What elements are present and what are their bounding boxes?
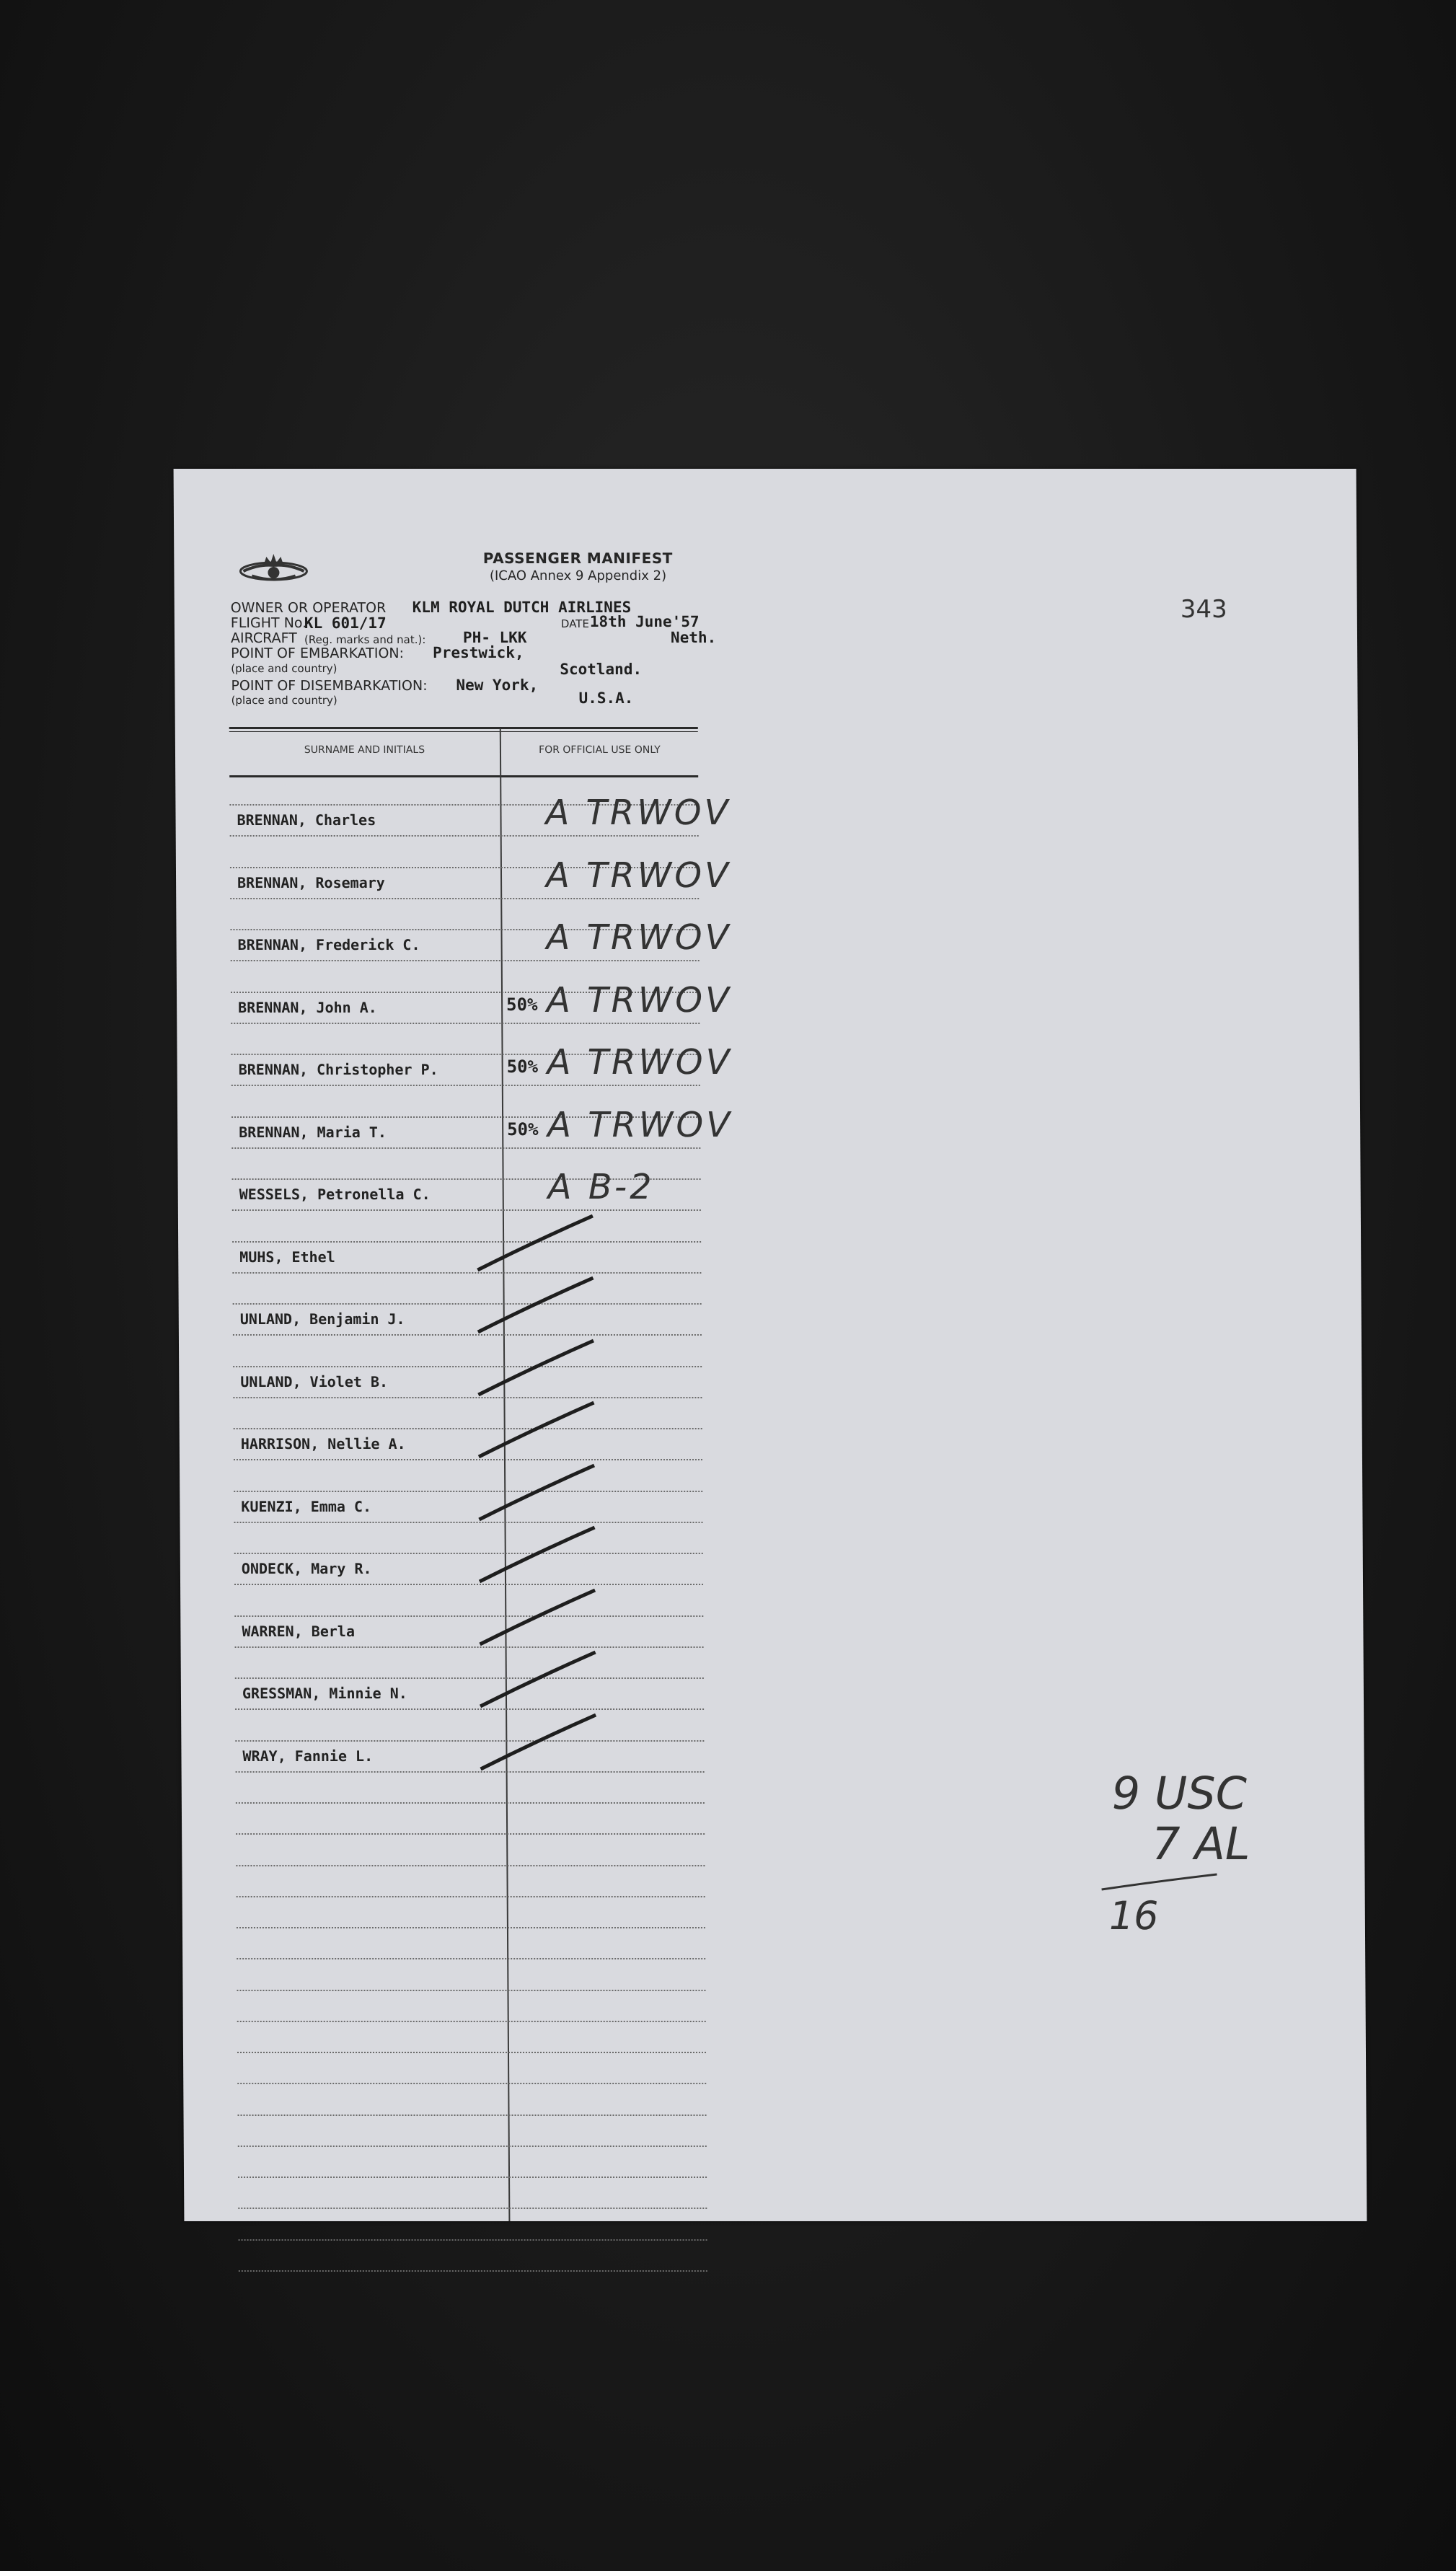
official-code: A TRWOV — [546, 979, 733, 1020]
check-mark-icon — [472, 1462, 617, 1527]
table-row — [235, 1740, 705, 1803]
passenger-name: BRENNAN, John A. — [238, 998, 377, 1016]
passenger-name: BRENNAN, Frederick C. — [237, 936, 420, 953]
check-mark-icon — [470, 1274, 615, 1339]
tally-al: 7 AL — [1152, 1817, 1250, 1870]
flight-label: FLIGHT No. — [230, 615, 307, 631]
embarkation-place: Prestwick, — [433, 644, 524, 661]
passenger-name: GRESSMAN, Minnie N. — [242, 1685, 407, 1702]
check-mark-icon — [472, 1524, 617, 1589]
embarkation-note: (place and country) — [231, 662, 337, 675]
passenger-name: BRENNAN, Christopher P. — [238, 1061, 438, 1078]
table-row — [234, 1428, 703, 1491]
table-row — [235, 1677, 705, 1740]
aircraft-nationality: Neth. — [670, 629, 717, 646]
owner-label: OWNER OR OPERATOR — [230, 600, 387, 616]
passenger-name: WARREN, Berla — [242, 1622, 356, 1640]
tally-total: 16 — [1108, 1893, 1159, 1939]
surname-column-header: SURNAME AND INITIALS — [304, 744, 425, 756]
empty-row — [237, 1927, 706, 1990]
embarkation-label: POINT OF EMBARKATION: — [231, 645, 405, 661]
embarkation-country: Scotland. — [560, 661, 643, 678]
empty-row — [238, 2114, 707, 2177]
manifest-subtitle: (ICAO Annex 9 Appendix 2) — [489, 568, 667, 583]
passenger-name: HARRISON, Nellie A. — [240, 1435, 406, 1452]
aircraft-value: PH- LKK — [462, 629, 527, 646]
check-mark-icon — [472, 1587, 617, 1651]
manifest-page — [174, 469, 1367, 2221]
official-code: A TRWOV — [547, 1042, 733, 1082]
empty-row — [237, 2052, 707, 2114]
flight-value: KL 601/17 — [304, 614, 387, 632]
passenger-name: MUHS, Ethel — [239, 1248, 335, 1266]
aircraft-note: (Reg. marks and nat.): — [304, 633, 426, 646]
passenger-name: BRENNAN, Maria T. — [239, 1123, 387, 1141]
passenger-name: UNLAND, Violet B. — [240, 1372, 389, 1390]
table-row — [232, 1241, 702, 1304]
disembarkation-country: U.S.A. — [578, 689, 634, 707]
date-value: 18th June'57 — [589, 613, 700, 630]
check-mark-icon — [470, 1212, 615, 1277]
date-label: DATE — [560, 617, 589, 630]
disembarkation-label: POINT OF DISEMBARKATION: — [231, 678, 428, 694]
passenger-name: BRENNAN, Charles — [237, 811, 376, 829]
official-code: A TRWOV — [546, 917, 732, 958]
empty-row — [239, 2239, 708, 2302]
manifest-title: PASSENGER MANIFEST — [482, 550, 673, 567]
official-code: A B-2 — [547, 1167, 655, 1207]
percent-mark: 50% — [506, 994, 538, 1015]
empty-row — [237, 1990, 706, 2052]
percent-mark: 50% — [507, 1119, 539, 1139]
passenger-name: BRENNAN, Rosemary — [237, 873, 385, 891]
empty-row — [238, 2177, 707, 2239]
empty-row — [236, 1865, 705, 1928]
disembarkation-place: New York, — [456, 676, 539, 694]
owner-value: KLM ROYAL DUTCH AIRLINES — [412, 599, 632, 616]
official-code: A TRWOV — [547, 1104, 733, 1145]
official-code: A TRWOV — [545, 855, 732, 896]
passenger-name: WESSELS, Petronella C. — [239, 1186, 431, 1203]
passenger-table — [229, 793, 733, 2301]
passenger-name: ONDECK, Mary R. — [241, 1560, 372, 1577]
check-mark-icon — [471, 1337, 616, 1402]
header-rule-bottom — [229, 775, 698, 777]
empty-row — [236, 1802, 705, 1865]
table-row — [233, 1303, 702, 1366]
page-number: 343 — [1180, 595, 1227, 624]
table-row — [234, 1491, 703, 1553]
passenger-name: WRAY, Fannie L. — [242, 1747, 374, 1765]
tally-usc: 9 USC — [1111, 1767, 1248, 1820]
header-rule-top — [229, 727, 698, 729]
tally-underline — [1098, 1871, 1220, 1893]
table-row — [232, 1167, 702, 1241]
official-code: A TRWOV — [545, 793, 731, 833]
check-mark-icon — [473, 1649, 618, 1714]
table-row — [233, 1366, 702, 1429]
klm-crown-logo-icon — [237, 550, 309, 590]
aircraft-label: AIRCRAFT — [230, 630, 297, 646]
percent-mark: 50% — [506, 1057, 539, 1077]
table-row — [234, 1553, 704, 1615]
table-row — [234, 1615, 704, 1678]
check-mark-icon — [471, 1399, 616, 1464]
check-mark-icon — [473, 1711, 618, 1776]
official-use-column-header: FOR OFFICIAL USE ONLY — [539, 744, 661, 756]
header-rule-thin — [229, 731, 698, 732]
passenger-name: UNLAND, Benjamin J. — [239, 1310, 405, 1328]
passenger-name: KUENZI, Emma C. — [241, 1497, 372, 1515]
disembarkation-note: (place and country) — [231, 694, 337, 707]
